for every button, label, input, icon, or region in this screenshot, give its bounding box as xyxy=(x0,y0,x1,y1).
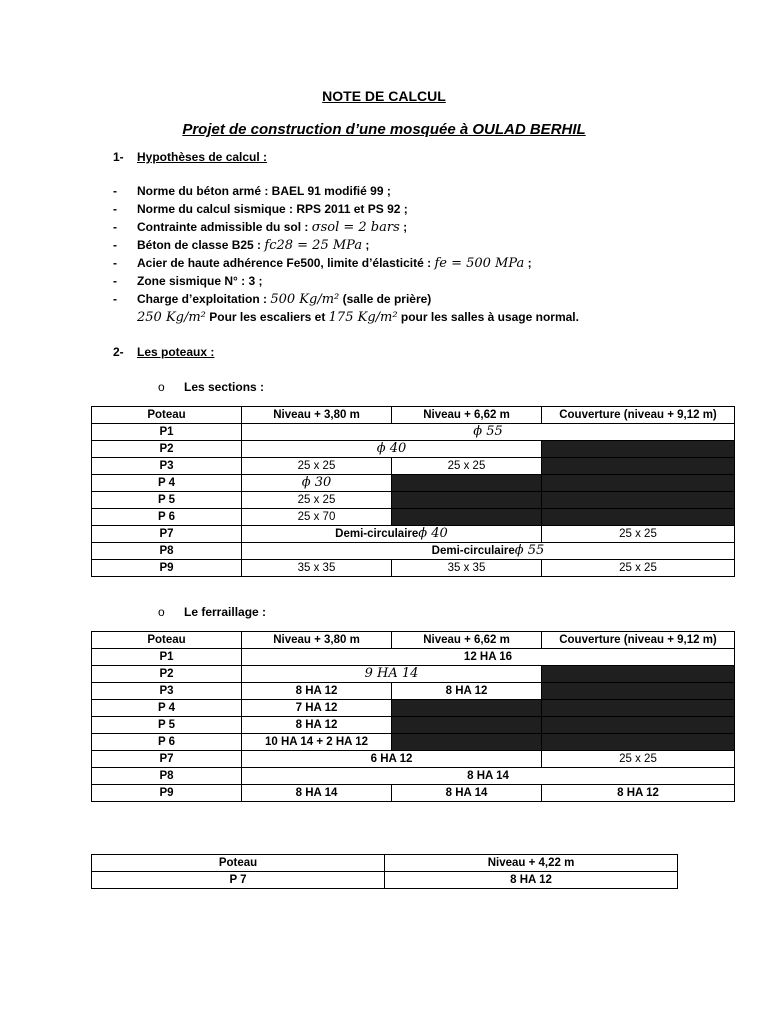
list-item: - Acier de haute adhérence Fe500, limite d’élasticité : fe = 500 MPa ; xyxy=(113,256,532,271)
table-row: P1 12 HA 16 xyxy=(92,649,735,666)
list-item: - Norme du calcul sismique : RPS 2011 et PS 92 ; xyxy=(113,202,408,216)
list-item: - Norme du béton armé : BAEL 91 modifié 99 ; xyxy=(113,184,391,198)
empty-cell xyxy=(542,441,735,458)
empty-cell xyxy=(542,666,735,683)
table-row: P 6 25 x 70 xyxy=(92,509,735,526)
list-item: - Zone sismique N° : 3 ; xyxy=(113,274,263,288)
empty-cell xyxy=(392,492,542,509)
page-subtitle: Projet de construction d’une mosquée à OULAD BERHIL xyxy=(182,121,586,138)
section-2-heading xyxy=(113,345,214,359)
table-row: P 5 25 x 25 xyxy=(92,492,735,509)
subsection-sections: o Les sections : xyxy=(158,380,265,394)
table-header-row xyxy=(92,632,735,649)
column-header: Niveau + 4,22 m xyxy=(385,855,678,872)
column-header: Poteau xyxy=(92,407,242,424)
table-row: P 6 10 HA 14 + 2 HA 12 xyxy=(92,734,735,751)
empty-cell xyxy=(542,458,735,475)
empty-cell xyxy=(392,717,542,734)
page-title: NOTE DE CALCUL xyxy=(322,88,446,104)
table-row: P8 Demi-circulaireϕ 55 xyxy=(92,543,735,560)
empty-cell xyxy=(542,717,735,734)
table-row: P 4 7 HA 12 xyxy=(92,700,735,717)
empty-cell xyxy=(542,475,735,492)
column-header: Poteau xyxy=(92,632,242,649)
table-row: P8 8 HA 14 xyxy=(92,768,735,785)
list-item: - Béton de classe B25 : fc28 = 25 MPa ; xyxy=(113,238,370,253)
empty-cell xyxy=(542,700,735,717)
empty-cell xyxy=(392,700,542,717)
empty-cell xyxy=(392,475,542,492)
table-row: P3 8 HA 12 8 HA 12 xyxy=(92,683,735,700)
column-header: Niveau + 3,80 m xyxy=(242,407,392,424)
table-row: P7 6 HA 12 25 x 25 xyxy=(92,751,735,768)
column-header: Couverture (niveau + 9,12 m) xyxy=(542,407,735,424)
column-header: Couverture (niveau + 9,12 m) xyxy=(542,632,735,649)
empty-cell xyxy=(542,509,735,526)
column-header: Niveau + 6,62 m xyxy=(392,632,542,649)
column-header: Niveau + 6,62 m xyxy=(392,407,542,424)
column-header: Niveau + 3,80 m xyxy=(242,632,392,649)
empty-cell xyxy=(392,509,542,526)
table-row: P2 ϕ 40 xyxy=(92,441,735,458)
empty-cell xyxy=(542,734,735,751)
table-row: P7 Demi-circulaireϕ 40 25 x 25 xyxy=(92,526,735,543)
table-row: P2 9 HA 14 xyxy=(92,666,735,683)
table-row: P3 25 x 25 25 x 25 xyxy=(92,458,735,475)
section-title: Les poteaux : xyxy=(137,345,215,359)
subsection-ferraillage: o Le ferraillage : xyxy=(158,605,267,619)
table-row: P 4 ϕ 30 xyxy=(92,475,735,492)
section-1-heading xyxy=(113,150,267,164)
table-header-row xyxy=(92,855,678,872)
list-item-continuation: 250 Kg/m² Pour les escaliers et 175 Kg/m² pour les salles à usage normal. xyxy=(137,310,579,325)
table-row: P1 ϕ 55 xyxy=(92,424,735,441)
list-item: - Charge d’exploitation : 500 Kg/m² (salle de prière) xyxy=(113,292,432,307)
hypotheses-list xyxy=(113,182,579,326)
section-number: 1- xyxy=(113,150,124,164)
table-row: P9 8 HA 14 8 HA 14 8 HA 12 xyxy=(92,785,735,802)
ferraillage-table xyxy=(91,631,735,802)
column-header: Poteau xyxy=(92,855,385,872)
empty-cell xyxy=(392,734,542,751)
niveau-422-table xyxy=(91,854,678,889)
table-row: P 5 8 HA 12 xyxy=(92,717,735,734)
empty-cell xyxy=(542,492,735,509)
section-title: Hypothèses de calcul : xyxy=(137,150,268,164)
list-item: - Contrainte admissible du sol : σsol = 2 bars ; xyxy=(113,220,408,235)
empty-cell xyxy=(542,683,735,700)
section-number: 2- xyxy=(113,345,124,359)
table-header-row xyxy=(92,407,735,424)
table-row: P9 35 x 35 35 x 35 25 x 25 xyxy=(92,560,735,577)
sections-table xyxy=(91,406,735,577)
table-row: P 7 8 HA 12 xyxy=(92,872,678,889)
